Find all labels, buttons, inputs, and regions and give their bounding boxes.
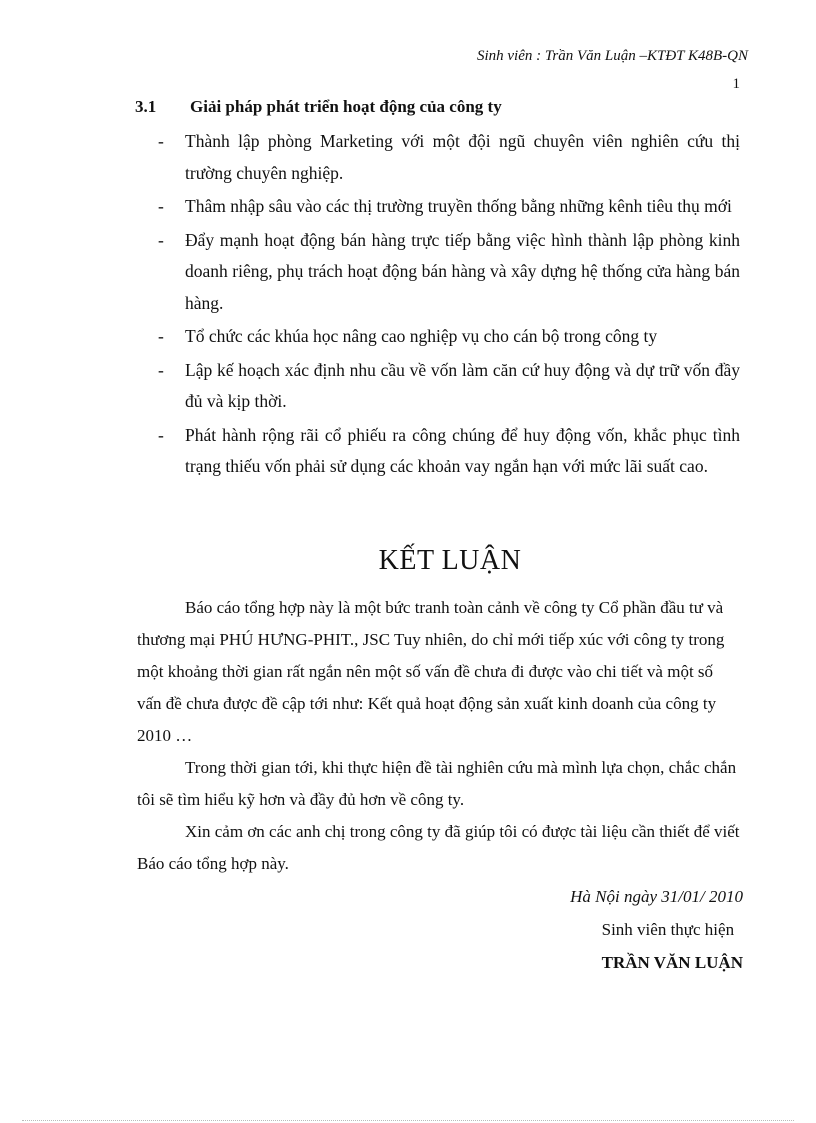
list-item bbox=[158, 420, 740, 483]
list-item bbox=[158, 126, 740, 189]
footer-divider bbox=[22, 1120, 794, 1121]
bullet-dash: - bbox=[158, 424, 164, 445]
signature-date: Hà Nội ngày 31/01/ 2010 bbox=[570, 887, 743, 906]
list-item-text: Đẩy mạnh hoạt động bán hàng trực tiếp bằng việc hình thành lập phòng kinh doanh riêng, phụ trách hoạt động bán hàng và xây dựng hệ thống cửa hàng bán hàng. bbox=[185, 229, 740, 313]
list-item bbox=[158, 225, 740, 320]
bullet-dash: - bbox=[158, 131, 164, 151]
page-header: Sinh viên : Trần Văn Luận –KTĐT K48B-QN bbox=[476, 48, 748, 64]
list-item-text: Tổ chức các khúa học nâng cao nghiệp vụ cho cán bộ trong công ty bbox=[185, 326, 658, 346]
conclusion-paragraph: Báo cáo tổng hợp này là một bức tranh toàn cảnh về công ty Cổ phần đầu tư và thương mại PHÚ HƯNG-PHIT., JSC Tuy nhiên, do chỉ mới tiếp xúc với công ty trong một khoảng thời gian rất ngắn nên một số vấn đề chưa đi được vào chi tiết và một số vấn đề chưa được đề cập tới như: Kết quả hoạt động sản xuất kinh doanh của công ty 2010 … bbox=[137, 598, 725, 745]
list-item-text: Thâm nhập sâu vào các thị trường truyền thống bằng những kênh tiêu thụ mới bbox=[185, 196, 732, 216]
conclusion-paragraph: Trong thời gian tới, khi thực hiện đề tài nghiên cứu mà mình lựa chọn, chắc chắn tôi sẽ tìm hiểu kỹ hơn và đầy đủ hơn về công ty. bbox=[137, 758, 737, 809]
solution-list bbox=[158, 126, 740, 485]
bullet-dash: - bbox=[158, 326, 164, 346]
conclusion-paragraph: Xin cảm ơn các anh chị trong công ty đã giúp tôi có được tài liệu cần thiết để viết Báo cáo tổng hợp này. bbox=[137, 822, 740, 873]
bullet-dash: - bbox=[158, 196, 164, 216]
page-number: 1 bbox=[732, 76, 740, 92]
conclusion-title: KẾT LUẬN bbox=[378, 545, 522, 576]
section-title: Giải pháp phát triển hoạt động của công ty bbox=[190, 97, 502, 116]
list-item bbox=[158, 321, 740, 353]
list-item bbox=[158, 191, 740, 223]
section-heading bbox=[135, 97, 502, 117]
signature-block bbox=[562, 880, 743, 979]
section-number: 3.1 bbox=[135, 97, 157, 116]
conclusion-body bbox=[137, 592, 740, 880]
list-item-text: Phát hành rộng rãi cổ phiếu ra công chúng để huy động vốn, khắc phục tình trạng thiếu vốn phải sử dụng các khoản vay ngắn hạn với mức lãi suất cao. bbox=[185, 424, 740, 476]
list-item-text: Lập kế hoạch xác định nhu cầu về vốn làm căn cứ huy động và dự trữ vốn đầy đủ và kịp thời. bbox=[185, 359, 740, 411]
signature-name: TRẦN VĂN LUẬN bbox=[601, 953, 743, 972]
bullet-dash: - bbox=[158, 229, 164, 250]
list-item-text: Thành lập phòng Marketing với một đội ngũ chuyên viên nghiên cứu thị trường chuyên nghiệp. bbox=[185, 131, 740, 183]
signature-role: Sinh viên thực hiện bbox=[601, 920, 735, 939]
list-item bbox=[158, 355, 740, 418]
bullet-dash: - bbox=[158, 359, 164, 380]
